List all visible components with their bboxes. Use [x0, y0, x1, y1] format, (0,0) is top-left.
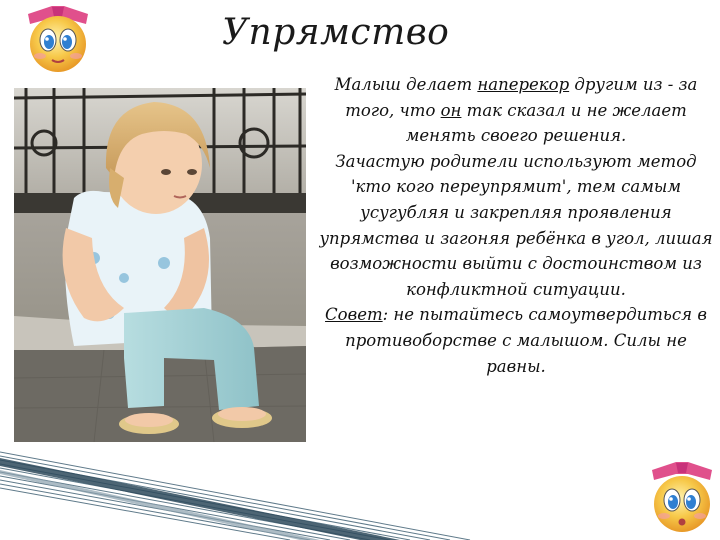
paragraph-1 [318, 72, 714, 149]
advice-text: : не пытайтесь самоутвердиться в противоборстве с малышом. Силы не равны. [345, 305, 707, 376]
underlined-word: наперекор [477, 75, 570, 94]
girl-emoji-icon [22, 2, 94, 78]
decorative-stripes [0, 440, 720, 540]
girl-emoji-icon [646, 456, 718, 540]
paragraph-2: Зачастую родители используют метод 'кто кого переупрямит', тем самым усугубляя и закрепляя проявления упрямства и загоняя ребёнка в угол, лишая возможности выйти с достоинством из конфликтной ситуации. [319, 151, 713, 299]
advice-label: Совет [325, 305, 383, 325]
child-photo [14, 88, 306, 442]
text-span: так сказал и не желает менять своего решения. [405, 100, 687, 146]
text-span: Малыш делает [334, 75, 478, 94]
main-text [318, 72, 714, 379]
text-span: другим из - за того, что [345, 75, 698, 120]
advice-paragraph [318, 302, 714, 379]
underlined-word: он [440, 100, 462, 120]
page-title: Упрямство [222, 12, 450, 53]
